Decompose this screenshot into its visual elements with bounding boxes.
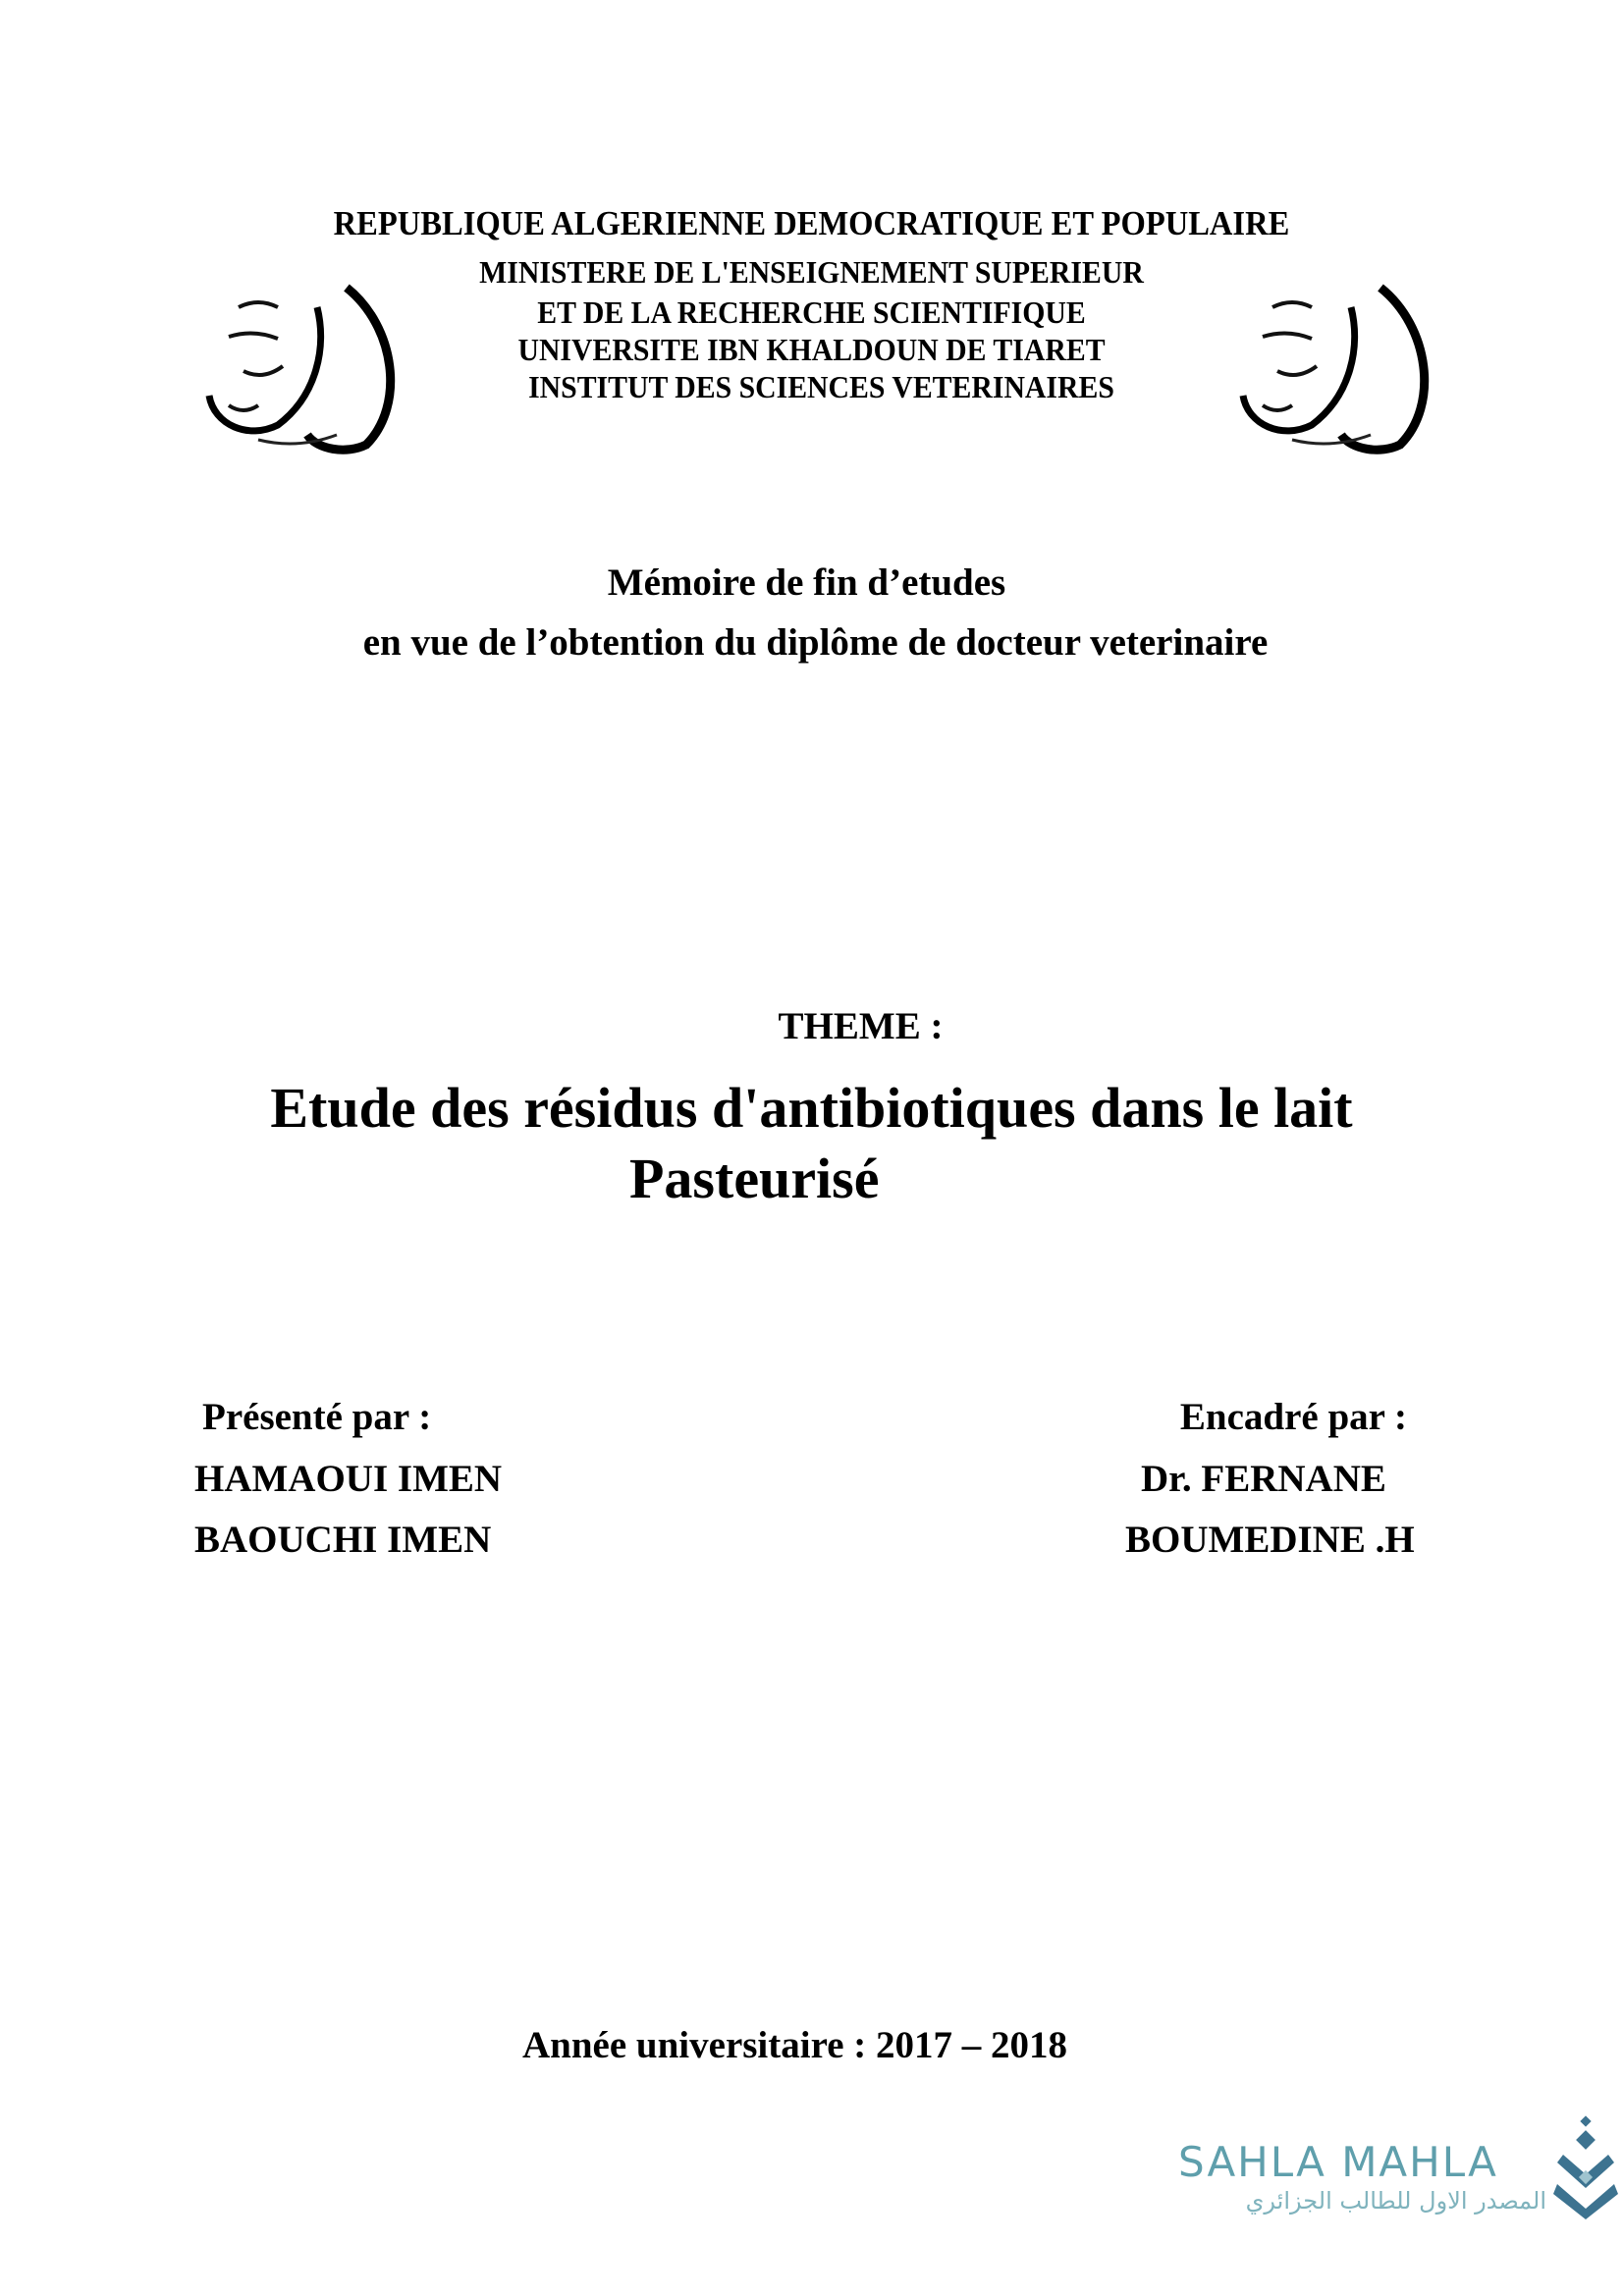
memoire-line-2: en vue de l’obtention du diplôme de docteur veterinaire bbox=[362, 621, 1269, 664]
ministry-line-1: MINISTERE DE L'ENSEIGNEMENT SUPERIEUR bbox=[479, 254, 1144, 290]
sahla-mahla-brand: SAHLA MAHLA bbox=[1178, 2138, 1498, 2186]
university-name: UNIVERSITE IBN KHALDOUN DE TIARET bbox=[517, 332, 1106, 367]
supervisor-name: BOUMEDINE .H bbox=[1125, 1519, 1415, 1561]
presented-by-label: Présenté par : bbox=[202, 1396, 432, 1438]
thesis-title-line-1: Etude des résidus d'antibiotiques dans le lait bbox=[270, 1076, 1353, 1140]
student-name: HAMAOUI IMEN bbox=[194, 1458, 503, 1500]
supervised-by-label: Encadré par : bbox=[1179, 1396, 1407, 1438]
sahla-mahla-logo-icon bbox=[1553, 2115, 1620, 2219]
ministry-line-2: ET DE LA RECHERCHE SCIENTIFIQUE bbox=[537, 294, 1086, 330]
republic-heading: REPUBLIQUE ALGERIENNE DEMOCRATIQUE ET POPULAIRE bbox=[333, 204, 1290, 242]
supervisor-name: Dr. FERNANE bbox=[1141, 1458, 1386, 1500]
student-name: BAOUCHI IMEN bbox=[194, 1519, 492, 1561]
sahla-mahla-tagline: المصدر الاول للطالب الجزائري bbox=[1245, 2187, 1546, 2215]
university-logo-left bbox=[199, 278, 401, 454]
thesis-title-line-2: Pasteurisé bbox=[629, 1147, 880, 1210]
memoire-line-1: Mémoire de fin d’etudes bbox=[607, 561, 1006, 604]
theme-label: THEME : bbox=[778, 1005, 944, 1047]
institute-name: INSTITUT DES SCIENCES VETERINAIRES bbox=[528, 369, 1114, 404]
academic-year: Année universitaire : 2017 – 2018 bbox=[522, 2024, 1067, 2066]
university-logo-right bbox=[1233, 278, 1434, 454]
